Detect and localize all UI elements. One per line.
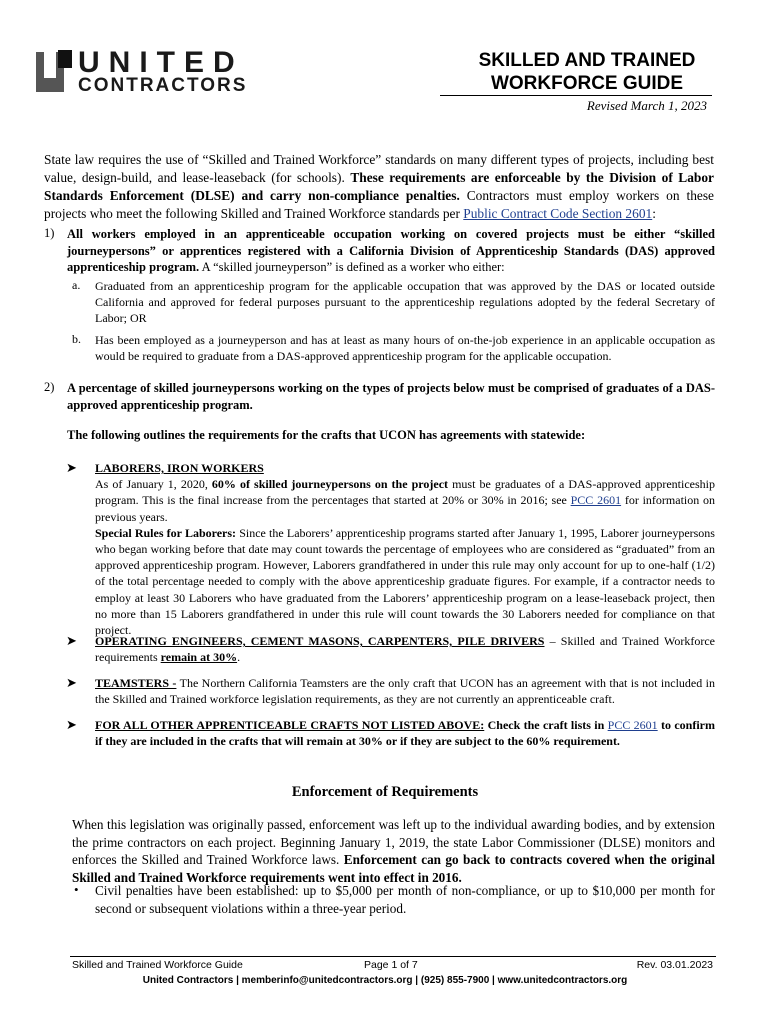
logo-text-united: UNITED: [78, 46, 244, 79]
logo-text-contractors: CONTRACTORS: [78, 75, 248, 96]
item-1-number: 1): [44, 226, 55, 240]
header-rule: [440, 95, 712, 96]
item-1a-label: a.: [72, 278, 81, 292]
enforcement-paragraph: When this legislation was originally passed, enforcement was left up to the individual awarding bodies, and by extension the prime contractors on each project. Beginning January 1, 2019, the state Labor Commissioner (DLSE) monitors and enforces the Skilled and Trained Workforce laws. Enforcement can go back to contracts covered when the original Skilled and Trained Workforce requirements went into effect in 2016.: [72, 817, 715, 885]
item-2-text: A percentage of skilled journeypersons working on the types of projects below must be comprised of graduates of a DAS-approved apprenticeship program.: [67, 381, 715, 412]
footer-doc-title: Skilled and Trained Workforce Guide: [72, 959, 243, 971]
footer-contact: United Contractors | memberinfo@unitedcontractors.org | (925) 855-7900 | www.unitedcontractors.org: [142, 975, 628, 986]
pcc-2601-link-2[interactable]: PCC 2601: [570, 493, 622, 508]
item-1b-label: b.: [72, 332, 81, 346]
craft-teamsters: TEAMSTERS - The Northern California Teamsters are the only craft that UCON has an agreement with that is not included in the Skilled and Trained workforce legislation requirements, as they are not currently an apprenticeable craft.: [95, 676, 715, 707]
craft-operating-engineers: OPERATING ENGINEERS, CEMENT MASONS, CARPENTERS, PILE DRIVERS – Skilled and Trained Workforce requirements remain at 30%.: [95, 634, 715, 665]
footer-revision: Rev. 03.01.2023: [636, 959, 713, 971]
revised-date: Revised March 1, 2023: [586, 98, 707, 113]
item-2-number: 2): [44, 380, 55, 394]
item-1b-text: Has been employed as a journeyperson and has at least as many hours of on-the-job experience in an applicable occupation as would be required to graduate from a DAS-approved apprenticeship program for the applicable occupation.: [95, 333, 715, 363]
arrow-bullet-icon: ➤: [66, 460, 77, 475]
page-title: [467, 49, 707, 95]
footer-page-number: Page 1 of 7: [364, 959, 418, 971]
crafts-outline-heading: The following outlines the requirements for the crafts that UCON has agreements with statewide:: [67, 428, 586, 442]
logo: [36, 48, 296, 96]
craft-laborers: LABORERS, IRON WORKERS As of January 1, 2020, 60% of skilled journeypersons on the project must be graduates of a DAS-approved apprenticeship program. This is the final increase from the percentages that started at 20% or 30% in 2016; see PCC 2601 for information on previous years. Special Rules for Laborers: Since the Laborers’ apprenticeship programs started after January 1, 1995, Laborer journeypersons who began working before that date may count towards the percentage of employees who are considered as “graduated” from an approved apprenticeship program. However, Laborers grandfathered in under this rule may only account for up to one-half (1/2) of the total percentage needed to comply with the above apprenticeship graduate figures. For example, if a contractor needs to employ at least 30 Laborers who have graduated from the Laborers’ apprenticeship program on a lease-leaseback project, then no more than 15 Laborers grandfathered in under this rule will count towards the 30 Laborers needed for compliance on that project.: [95, 461, 716, 638]
pcc-2601-link[interactable]: Public Contract Code Section 2601: [463, 206, 653, 221]
footer-rule: [70, 956, 716, 957]
logo-mark-icon: [36, 50, 76, 94]
arrow-bullet-icon: ➤: [66, 717, 77, 732]
pcc-2601-link-3[interactable]: PCC 2601: [607, 718, 658, 732]
enforcement-heading: Enforcement of Requirements: [291, 784, 479, 800]
enforcement-bullet: Civil penalties have been established: up to $5,000 per month of non-compliance, or up to $10,000 per month for second or subsequent violations within a three-year period.: [95, 883, 715, 916]
bullet-dot-icon: •: [74, 882, 79, 897]
arrow-bullet-icon: ➤: [66, 633, 77, 648]
arrow-bullet-icon: ➤: [66, 675, 77, 690]
item-1a-text: Graduated from an apprenticeship program for the applicable occupation that was approved by the DAS or located outside California and approved for federal purposes pursuant to the apprenticeship regulations adopted by the federal Secretary of Labor; OR: [95, 279, 715, 325]
item-1-text: All workers employed in an apprenticeable occupation working on covered projects must be either “skilled journeypersons” or apprentices registered with a California Division of Apprenticeship Standards (DAS) approved apprenticeship program. A “skilled journeyperson” is defined as a worker who either:: [67, 227, 715, 274]
title-line-2: WORKFORCE GUIDE: [490, 73, 684, 94]
intro-paragraph: State law requires the use of “Skilled and Trained Workforce” standards on many different types of projects, including best value, design-build, and lease-leaseback (for schools). These requirements are enforceable by the Division of Labor Standards Enforcement (DLSE) and carry non-compliance penalties. Contractors must employ workers on these projects who meet the following Skilled and Trained Workforce standards per Public Contract Code Section 2601:: [44, 152, 714, 221]
title-line-1: SKILLED AND TRAINED: [478, 50, 696, 71]
craft-all-other: FOR ALL OTHER APPRENTICEABLE CRAFTS NOT LISTED ABOVE: Check the craft lists in PCC 2601 to confirm if they are included in the crafts that will remain at 30% or if they are subject to the 60% requirement.: [95, 718, 716, 749]
